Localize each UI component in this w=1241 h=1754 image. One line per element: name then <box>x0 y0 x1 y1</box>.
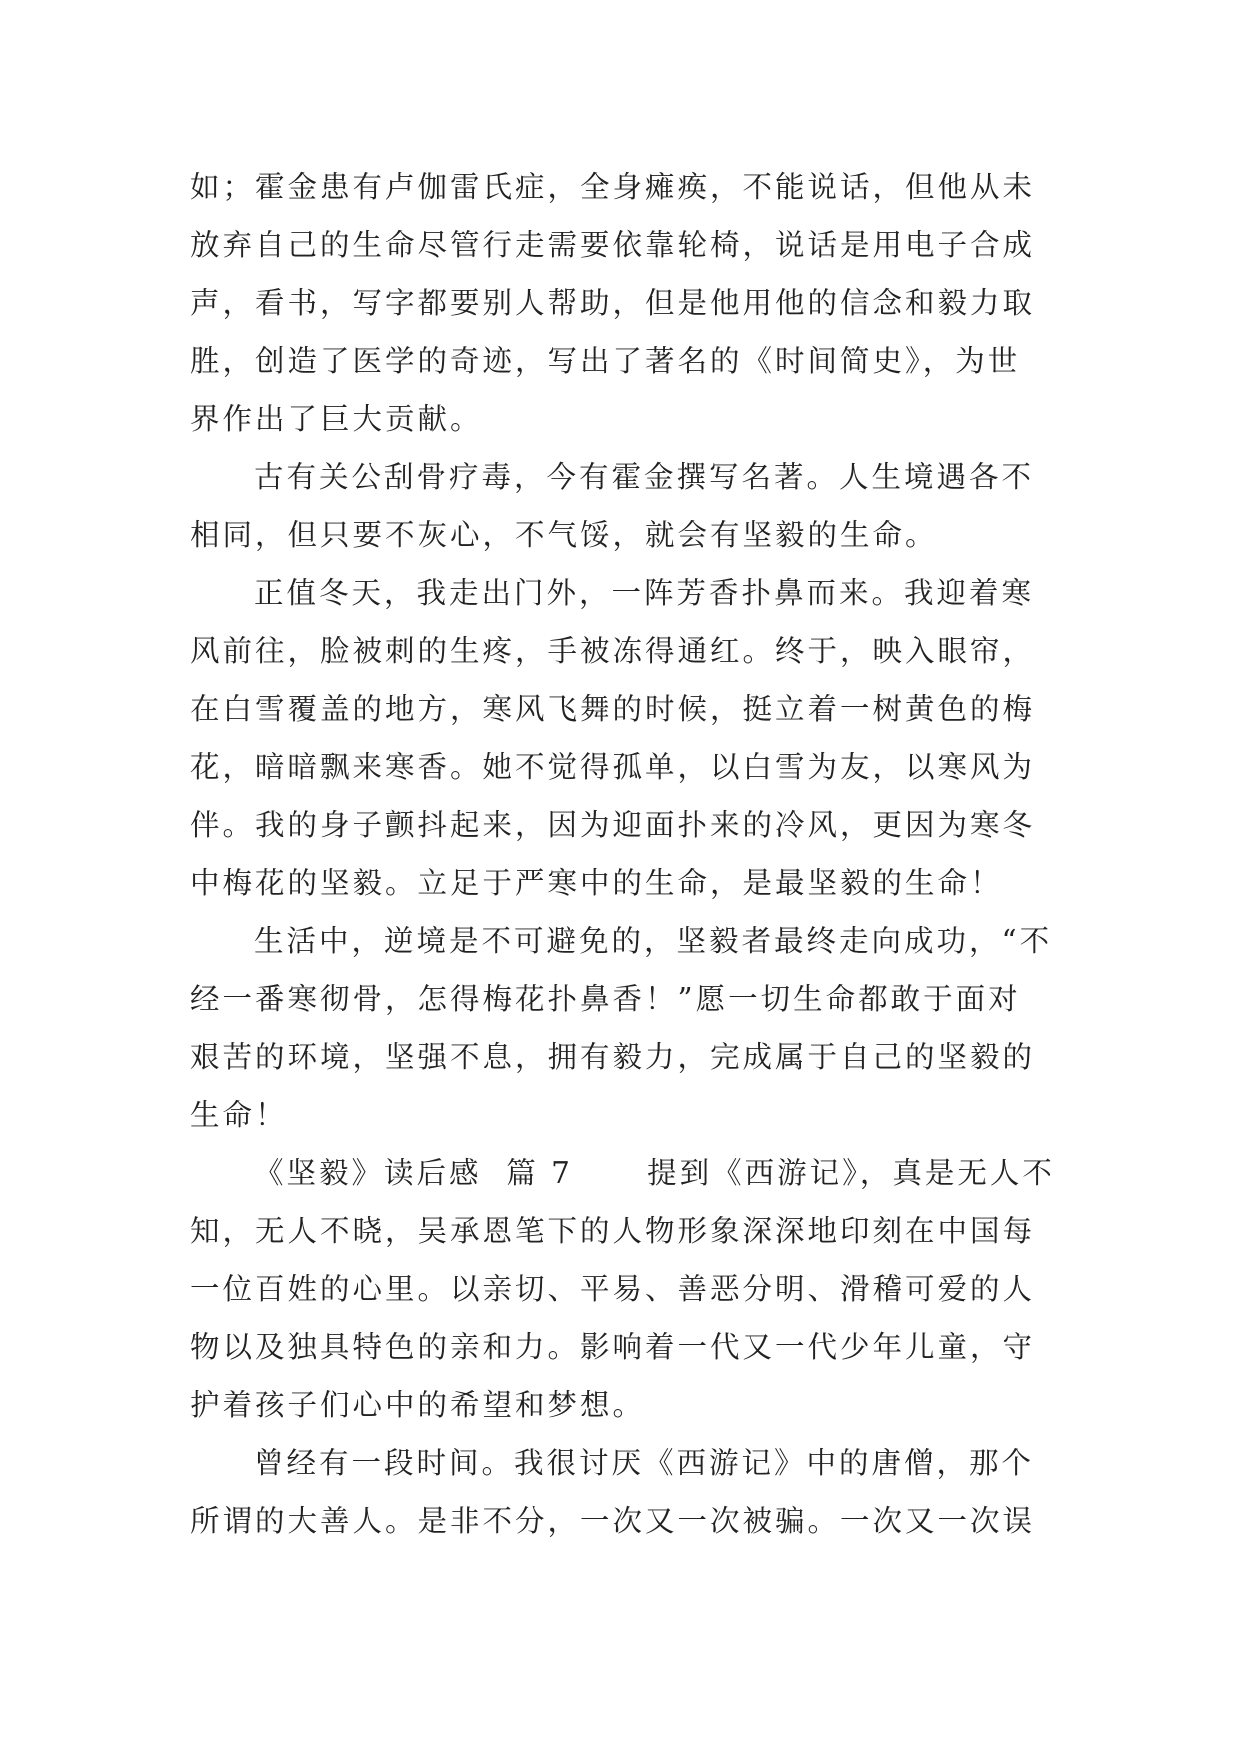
text-line: 物以及独具特色的亲和力。影响着一代又一代少年儿童，守 <box>190 1330 1036 1364</box>
text-line: 曾经有一段时间。我很讨厌《西游记》中的唐僧，那个 <box>254 1446 1035 1480</box>
document-page <box>190 158 1062 1550</box>
text-line: 生活中，逆境是不可避免的，坚毅者最终走向成功，“不 <box>254 924 1053 958</box>
text-line: 在白雪覆盖的地方，寒风飞舞的时候，挺立着一树黄色的梅 <box>190 692 1036 726</box>
section-heading-line: 《坚毅》读后感 篇 7 提到《西游记》，真是无人不 <box>254 1156 1055 1190</box>
text-line: 中梅花的坚毅。立足于严寒中的生命，是最坚毅的生命！ <box>190 866 1003 900</box>
text-line: 所谓的大善人。是非不分，一次又一次被骗。一次又一次误 <box>190 1504 1036 1538</box>
text-line: 护着孩子们心中的希望和梦想。 <box>190 1388 646 1422</box>
text-line: 古有关公刮骨疗毒，今有霍金撰写名著。人生境遇各不 <box>254 460 1035 494</box>
text-line: 伴。我的身子颤抖起来，因为迎面扑来的冷风，更因为寒冬 <box>190 808 1036 842</box>
text-line: 声，看书，写字都要别人帮助，但是他用他的信念和毅力取 <box>190 286 1036 320</box>
text-line: 胜，创造了医学的奇迹，写出了著名的《时间简史》，为世 <box>190 344 1021 378</box>
text-line: 界作出了巨大贡献。 <box>190 402 483 436</box>
text-line: 知，无人不晓，吴承恩笔下的人物形象深深地印刻在中国每 <box>190 1214 1036 1248</box>
text-line: 放弃自己的生命尽管行走需要依靠轮椅，说话是用电子合成 <box>190 228 1036 262</box>
text-line: 相同，但只要不灰心，不气馁，就会有坚毅的生命。 <box>190 518 938 552</box>
text-line: 花，暗暗飘来寒香。她不觉得孤单，以白雪为友，以寒风为 <box>190 750 1036 784</box>
text-line: 一位百姓的心里。以亲切、平易、善恶分明、滑稽可爱的人 <box>190 1272 1036 1306</box>
text-line: 风前往，脸被刺的生疼，手被冻得通红。终于，映入眼帘， <box>190 634 1036 668</box>
text-line: 正值冬天，我走出门外，一阵芳香扑鼻而来。我迎着寒 <box>254 576 1035 610</box>
text-line: 生命！ <box>190 1098 288 1132</box>
text-line: 经一番寒彻骨，怎得梅花扑鼻香！”愿一切生命都敢于面对 <box>190 982 1021 1016</box>
text-line: 如；霍金患有卢伽雷氏症，全身瘫痪，不能说话，但他从未 <box>190 170 1036 204</box>
text-line: 艰苦的环境，坚强不息，拥有毅力，完成属于自己的坚毅的 <box>190 1040 1036 1074</box>
